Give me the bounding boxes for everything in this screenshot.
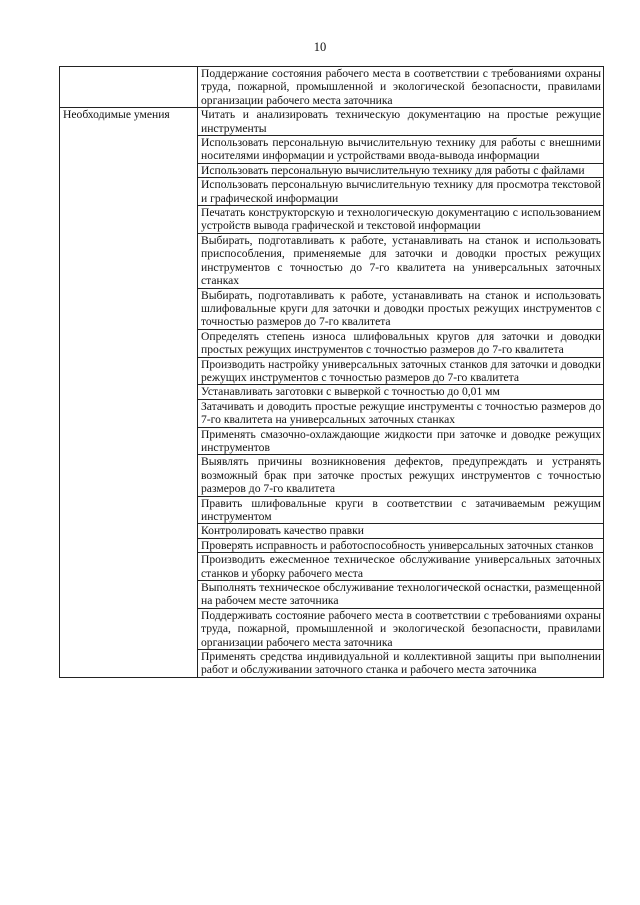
- skill-item-cell: Применять смазочно-охлаждающие жидкости при заточке и доводке режущих инструментов: [198, 427, 604, 455]
- skill-item-cell: Применять средства индивидуальной и коллективной защиты при выполнении работ и обслуживании заточного станка и рабочего места заточника: [198, 650, 604, 678]
- skill-item-cell: Читать и анализировать техническую документацию на простые режущие инструменты: [198, 108, 604, 136]
- skill-item-cell: Производить настройку универсальных заточных станков для заточки и доводки режущих инструментов с точностью размеров до 7-го квалитета: [198, 357, 604, 385]
- section-label-cell: Необходимые умения: [60, 108, 198, 678]
- skill-item-cell: Выбирать, подготавливать к работе, устанавливать на станок и использовать шлифовальные круги для заточки и доводки простых режущих инструментов с точностью размеров до 7-го квалитета: [198, 288, 604, 329]
- skill-item-cell: Производить ежесменное техническое обслуживание универсальных заточных станков и уборку рабочего места: [198, 553, 604, 581]
- skill-item-cell: Выполнять техническое обслуживание технологической оснастки, размещенной на рабочем месте заточника: [198, 581, 604, 609]
- skill-item-cell: Использовать персональную вычислительную технику для работы с внешними носителями информации и устройствами ввода-вывода информации: [198, 136, 604, 164]
- skill-item-cell: Устанавливать заготовки с выверкой с точностью до 0,01 мм: [198, 385, 604, 399]
- skill-item-cell: Использовать персональную вычислительную технику для работы с файлами: [198, 163, 604, 177]
- skill-item-cell: Править шлифовальные круги в соответствии с затачиваемым режущим инструментом: [198, 496, 604, 524]
- page-number: 10: [313, 40, 327, 54]
- competency-table: [59, 66, 604, 678]
- skill-item-cell: Выбирать, подготавливать к работе, устанавливать на станок и использовать приспособления, применяемые для заточки и доводки простых режущих инструментов с точностью до 7-го квалитета на универсальных заточных станках: [198, 233, 604, 288]
- skill-item-cell: Использовать персональную вычислительную технику для просмотра текстовой и графической информации: [198, 178, 604, 206]
- skill-item-cell: Поддерживать состояние рабочего места в соответствии с требованиями охраны труда, пожарной, промышленной и экологической безопасности, правилами организации рабочего места заточника: [198, 608, 604, 649]
- skill-item-cell: Контролировать качество правки: [198, 524, 604, 538]
- row-label-cell: [60, 67, 198, 108]
- skill-item-cell: Печатать конструкторскую и технологическую документацию с использованием устройств вывода графической и текстовой информации: [198, 206, 604, 234]
- skill-item-cell: Затачивать и доводить простые режущие инструменты с точностью размеров до 7-го квалитета на универсальных заточных станках: [198, 399, 604, 427]
- skill-item-cell: Определять степень износа шлифовальных кругов для заточки и доводки простых режущих инструментов с точностью размеров до 7-го квалитета: [198, 329, 604, 357]
- requirement-cell: Поддержание состояния рабочего места в соответствии с требованиями охраны труда, пожарной, промышленной и экологической безопасности, правилами организации рабочего места заточника: [198, 67, 604, 108]
- skill-item-cell: Проверять исправность и работоспособность универсальных заточных станков: [198, 538, 604, 552]
- table-row: [60, 108, 604, 136]
- table-row: [60, 67, 604, 108]
- skill-item-cell: Выявлять причины возникновения дефектов, предупреждать и устранять возможный брак при заточке простых режущих инструментов с точностью размеров до 7-го квалитета: [198, 455, 604, 496]
